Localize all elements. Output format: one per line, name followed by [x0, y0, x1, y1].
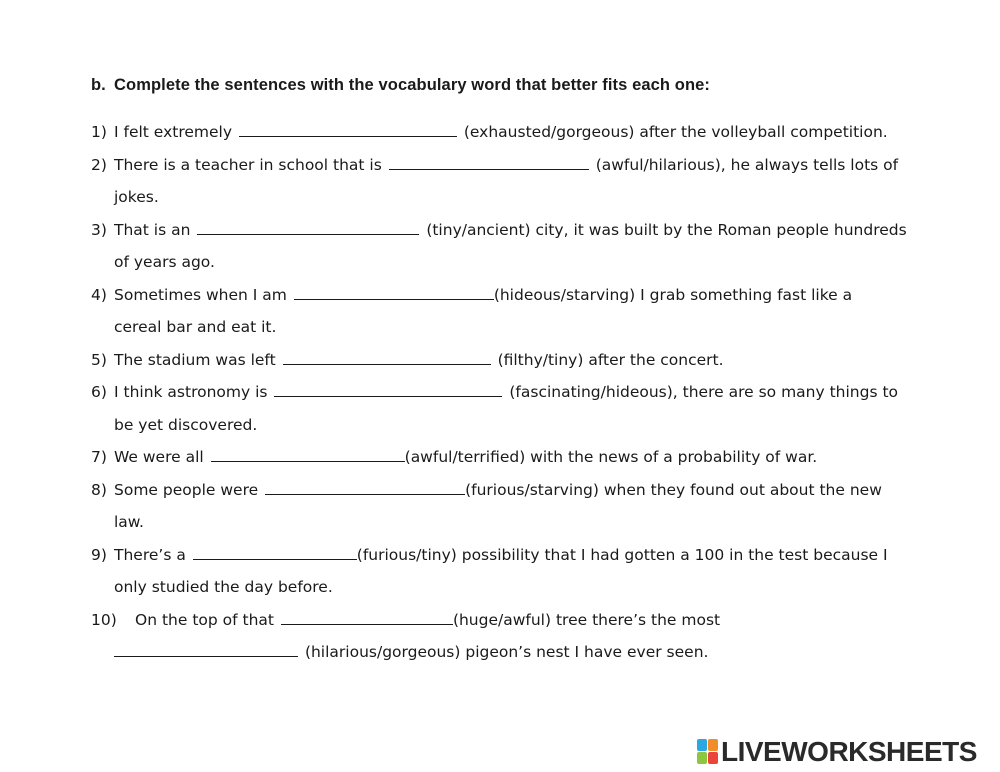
- item-number: 3): [91, 220, 107, 239]
- sentence-text: (hilarious/gorgeous) pigeon’s nest I have ever seen.: [304, 643, 709, 661]
- sentence-item-10: [91, 604, 971, 669]
- sentence-text: The stadium was left: [114, 350, 276, 369]
- answer-blank[interactable]: [211, 447, 405, 462]
- sentence-text: (exhausted/gorgeous) after the volleyball competition.: [463, 123, 888, 141]
- sentence-text: On the top of that: [135, 610, 274, 629]
- item-number: 9): [91, 545, 107, 564]
- sentence-text: There is a teacher in school that is: [114, 155, 382, 174]
- sentence-text: (furious/tiny) possibility that I had gotten a 100 in the test because I: [356, 545, 888, 564]
- answer-blank[interactable]: [239, 122, 457, 137]
- sentence-continuation: be yet discovered.: [114, 415, 258, 434]
- answer-blank[interactable]: [193, 545, 357, 560]
- sentence-item-6: [91, 376, 971, 441]
- answer-blank[interactable]: [283, 350, 491, 365]
- item-number: 10): [91, 610, 117, 629]
- sentence-text: Sometimes when I am: [114, 285, 287, 304]
- answer-blank[interactable]: [114, 642, 298, 657]
- answer-blank[interactable]: [265, 480, 465, 495]
- sentence-item-7: [91, 441, 971, 474]
- sentence-text: (filthy/tiny) after the concert.: [497, 350, 724, 369]
- sentence-continuation: of years ago.: [114, 253, 215, 271]
- sentence-text: (hideous/starving) I grab something fast like a: [493, 285, 853, 304]
- exercise-marker: b.: [91, 76, 106, 94]
- sentence-text: (tiny/ancient) city, it was built by the Roman people hundreds: [426, 220, 907, 239]
- sentence-text: (huge/awful) tree there’s the most: [452, 610, 721, 629]
- answer-blank[interactable]: [274, 382, 502, 397]
- sentence-item-8: [91, 474, 971, 539]
- sentence-continuation: cereal bar and eat it.: [114, 318, 277, 336]
- item-number: 8): [91, 480, 107, 499]
- sentence-continuation: law.: [114, 513, 144, 531]
- sentence-item-5: [91, 344, 971, 377]
- sentence-item-4: [91, 279, 971, 344]
- sentence-text: Some people were: [114, 480, 259, 499]
- item-number: 4): [91, 285, 107, 304]
- item-number: 6): [91, 383, 107, 401]
- sentence-text: We were all: [114, 448, 204, 466]
- sentence-text: I think astronomy is: [114, 383, 268, 401]
- sentence-item-2: [91, 149, 971, 214]
- sentence-text: (furious/starving) when they found out about the new: [465, 480, 882, 499]
- sentence-text: (awful/terrified) with the news of a probability of war.: [404, 448, 818, 466]
- item-number: 7): [91, 448, 107, 466]
- sentence-text: I felt extremely: [114, 123, 232, 141]
- exercise-instructions: Complete the sentences with the vocabulary word that better fits each one:: [114, 76, 711, 94]
- exercise-heading: [91, 76, 710, 95]
- sentence-item-9: [91, 539, 971, 604]
- item-number: 5): [91, 350, 107, 369]
- sentence-item-3: [91, 214, 971, 279]
- sentence-item-1: [91, 116, 971, 149]
- sentence-continuation: only studied the day before.: [114, 578, 333, 596]
- liveworksheets-logo: [697, 735, 977, 769]
- sentence-text: That is an: [114, 220, 191, 239]
- answer-blank[interactable]: [281, 610, 453, 625]
- sentence-list: [91, 116, 971, 669]
- sentence-text: (awful/hilarious), he always tells lots of: [595, 155, 899, 174]
- answer-blank[interactable]: [294, 285, 494, 300]
- sentence-text: There’s a: [114, 545, 186, 564]
- sentence-continuation: jokes.: [114, 188, 159, 206]
- answer-blank[interactable]: [389, 155, 589, 170]
- item-number: 2): [91, 155, 107, 174]
- logo-wordmark: LIVEWORKSHEETS: [721, 736, 977, 767]
- item-number: 1): [91, 123, 107, 141]
- sentence-text: (fascinating/hideous), there are so many things to: [509, 383, 899, 401]
- logo-blocks-icon: [697, 739, 719, 765]
- answer-blank[interactable]: [197, 220, 419, 235]
